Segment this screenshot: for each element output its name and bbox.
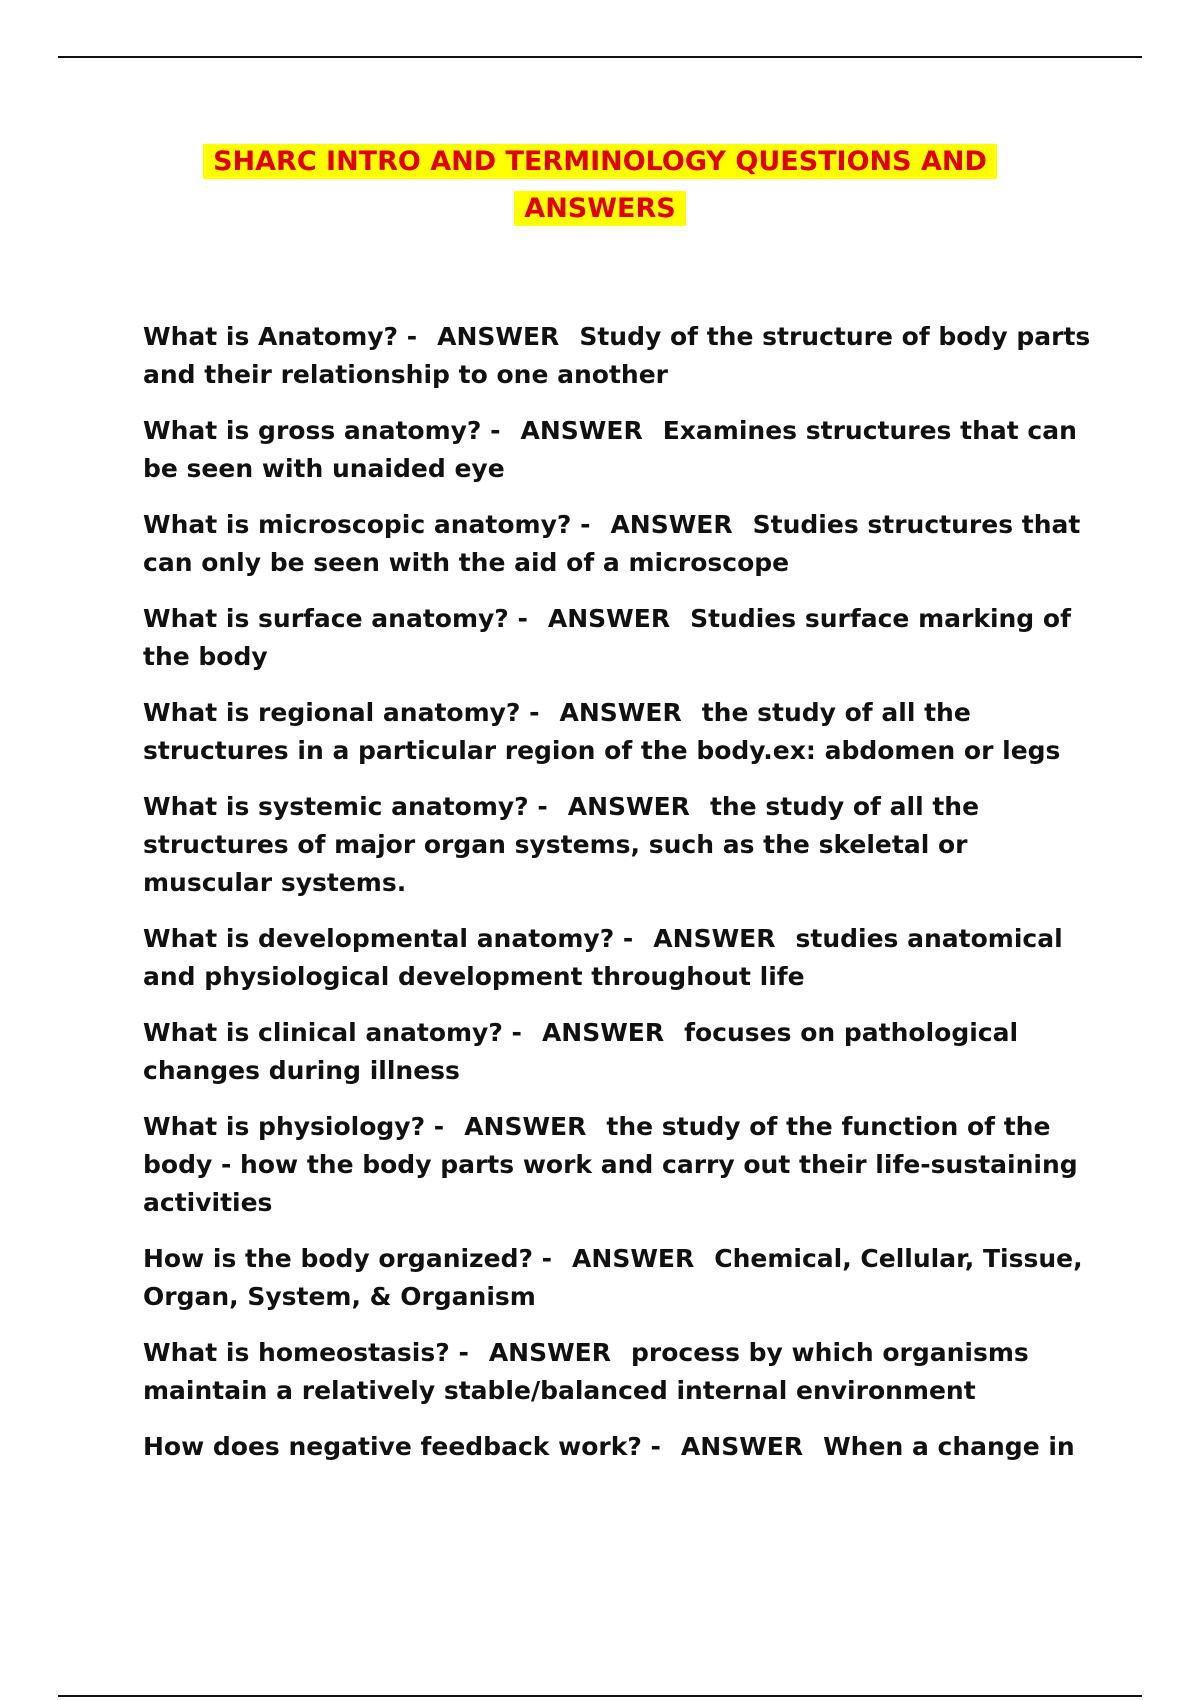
answer-text: Studies structures that can only be seen with the aid of a microscope <box>143 510 1081 577</box>
qa-item <box>143 1240 1098 1316</box>
answer-label: ANSWER <box>680 1432 804 1461</box>
answer-text: the study of all the structures of major organ systems, such as the skeletal or muscular systems. <box>143 792 980 897</box>
top-rule <box>58 56 1142 58</box>
answer-text: Studies surface marking of the body <box>143 604 1071 671</box>
question-text: What is gross anatomy? - <box>143 416 501 445</box>
answer-text: Chemical, Cellular, Tissue, Organ, System, & Organism <box>143 1244 1083 1311</box>
qa-item <box>143 600 1098 676</box>
qa-item <box>143 1014 1098 1090</box>
answer-text: focuses on pathological changes during illness <box>143 1018 1019 1085</box>
question-text: What is Anatomy? - <box>143 322 418 351</box>
question-text: What is surface anatomy? - <box>143 604 528 633</box>
qa-item <box>143 506 1098 582</box>
answer-label: ANSWER <box>464 1112 587 1141</box>
qa-item <box>143 1334 1098 1410</box>
qa-item <box>143 1108 1098 1222</box>
title-line-1 <box>0 140 1200 187</box>
question-text: How is the body organized? - <box>143 1244 553 1273</box>
answer-label: ANSWER <box>437 322 560 351</box>
question-text: What is physiology? - <box>143 1112 445 1141</box>
answer-label: ANSWER <box>541 1018 665 1047</box>
answer-label: ANSWER <box>653 924 776 953</box>
question-text: What is homeostasis? - <box>143 1338 469 1367</box>
bottom-rule <box>58 1695 1142 1697</box>
qa-item <box>143 318 1098 394</box>
answer-text: the study of the function of the body - how the body parts work and carry out their life-sustaining activities <box>143 1112 1078 1217</box>
question-text: What is microscopic anatomy? - <box>143 510 591 539</box>
question-text: What is clinical anatomy? - <box>143 1018 522 1047</box>
title-text-2: ANSWERS <box>514 191 685 226</box>
answer-text: studies anatomical and physiological development throughout life <box>143 924 1063 991</box>
answer-label: ANSWER <box>547 604 671 633</box>
question-text: What is regional anatomy? - <box>143 698 540 727</box>
qa-item <box>143 412 1098 488</box>
answer-label: ANSWER <box>488 1338 612 1367</box>
question-text: What is systemic anatomy? - <box>143 792 548 821</box>
qa-item <box>143 1428 1098 1466</box>
document-title <box>0 140 1200 234</box>
qa-item <box>143 694 1098 770</box>
title-line-2 <box>0 187 1200 234</box>
answer-text: Study of the structure of body parts and their relationship to one another <box>143 322 1091 389</box>
title-text-1: SHARC INTRO AND TERMINOLOGY QUESTIONS AND <box>203 144 997 179</box>
question-text: How does negative feedback work? - <box>143 1432 661 1461</box>
question-text: What is developmental anatomy? - <box>143 924 634 953</box>
answer-label: ANSWER <box>567 792 690 821</box>
answer-label: ANSWER <box>572 1244 695 1273</box>
qa-item <box>143 788 1098 902</box>
answer-text: the study of all the structures in a particular region of the body.ex: abdomen or legs <box>143 698 1061 765</box>
answer-label: ANSWER <box>559 698 682 727</box>
answer-text: Examines structures that can be seen with unaided eye <box>143 416 1077 483</box>
qa-list <box>143 318 1098 1484</box>
answer-label: ANSWER <box>610 510 733 539</box>
answer-label: ANSWER <box>520 416 643 445</box>
answer-text: When a change in <box>823 1432 1075 1461</box>
qa-item <box>143 920 1098 996</box>
answer-text: process by which organisms maintain a relatively stable/balanced internal environment <box>143 1338 1029 1405</box>
